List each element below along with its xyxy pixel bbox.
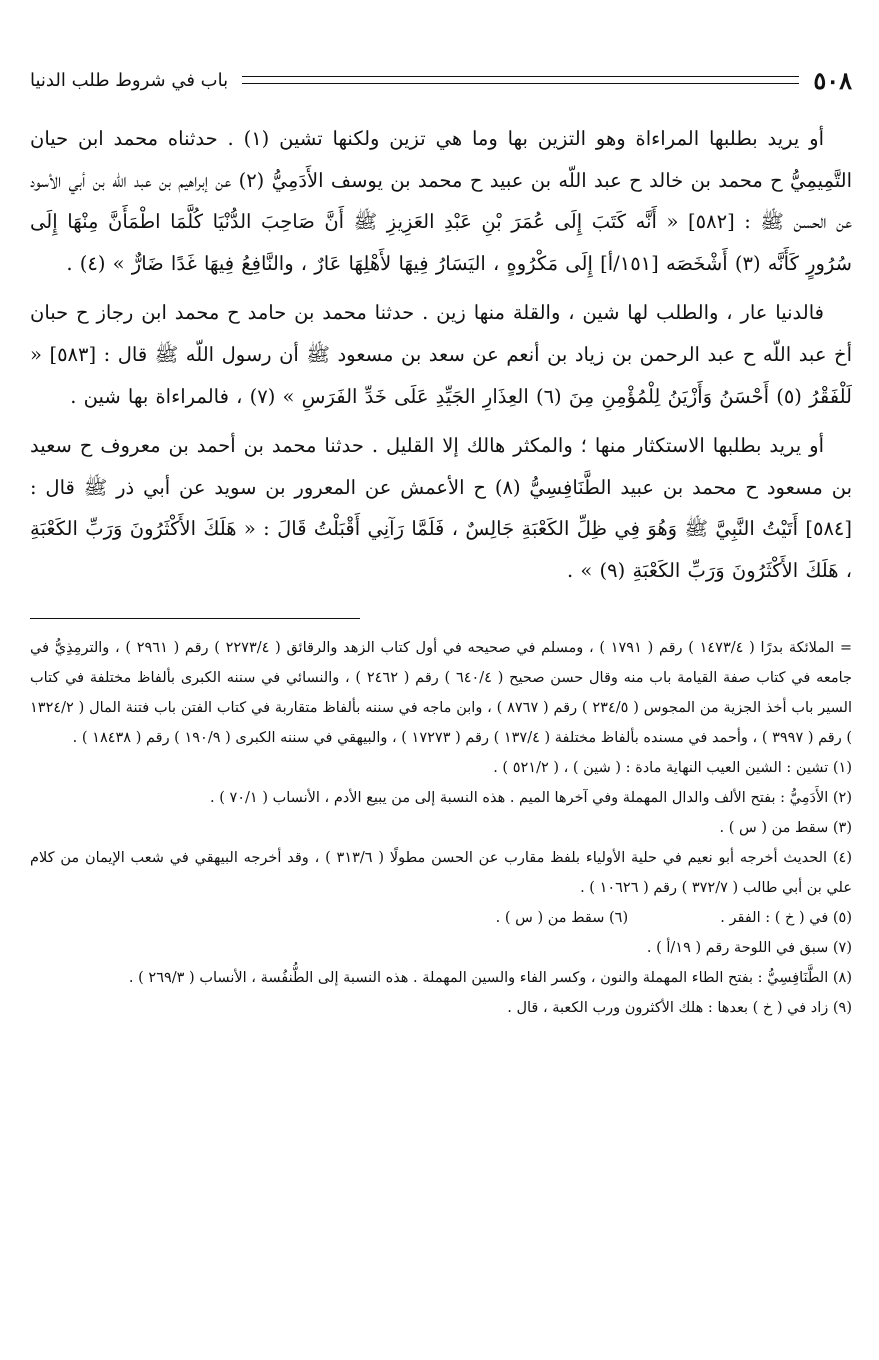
paragraph: أو يريد بطلبها الاستكثار منها ؛ والمكثر هالك إلا القليل . حدثنا محمد بن أحمد بن معروف ح سعيد بن مسعود ح محمد بن عبيد الطَّنَافِسِيُّ (٨) ح الأعمش عن المعرور بن سويد عن أبي ذر ﷺ قال : [٥٨٤] أَتَيْتُ النَّبِيَّ ﷺ وَهُوَ فِي ظِلِّ الكَعْبَةِ جَالِسٌ ، فَلَمَّا رَآنِي أَقْبَلْتُ قَالَ : « هَلَكَ الأَكْثَرُونَ وَرَبِّ الكَعْبَةِ ، هَلَكَ الأَكْثَرُونَ وَرَبِّ الكَعْبَةِ (٩) » .: [30, 434, 852, 582]
footnote-separator: [30, 618, 360, 619]
footnote: (٣) سقط من ( س ) .: [719, 819, 852, 836]
footnote: (٢) الأَدَمِيُّ : بفتح الألف والدال المهملة وفي آخرها الميم . هذه النسبة إلى من يبيع الأدم ، الأنساب ( ٧٠/١ ) .: [209, 789, 852, 806]
footnote: (٤) الحديث أخرجه أبو نعيم في حلية الأولياء بلفظ مقارب عن الحسن مطولًا ( ٣١٣/٦ ) ، وقد أخرجه البيهقي في شعب الإيمان من كلام علي بن أبي طالب ( ٣٧٢/٧ ) رقم ( ١٠٦٢٦ ) .: [30, 849, 852, 896]
running-title: باب في شروط طلب الدنيا: [30, 69, 229, 91]
page-header: [30, 60, 852, 100]
header-double-rule: [242, 76, 799, 84]
footnote: (٨) الطَّنَافِسِيُّ : بفتح الطاء المهملة والنون ، وكسر الفاء والسين المهملة . هذه النسبة إلى الطُّنفُسة ، الأنساب ( ٢٦٩/٣ ) .: [128, 969, 852, 986]
footnote-continuation: = الملائكة بدرًا ( ١٤٧٣/٤ ) رقم ( ١٧٩١ ) ، ومسلم في صحيحه في أول كتاب الزهد والرقائق ( ٢٢٧٣/٤ ) رقم ( ٢٩٦١ ) ، والترمِذِيُّ في جامعه في كتاب صفة القيامة باب منه وقال حسن صحيح ( ٦٤٠/٤ ) رقم ( ٢٤٦٢ ) ، والنسائي في سننه الكبرى بألفاظ مختلفة في كتاب السير باب أخذ الجزية من المجوس ( ٢٣٤/٥ ) رقم ( ٨٧٦٧ ) ، وابن ماجه في سننه بألفاظ متقاربة في كتاب الفتن باب فتنة المال ( ١٣٢٤/٢ ) رقم ( ٣٩٩٧ ) ، وأحمد في مسنده بألفاظ مختلفة ( ١٣٧/٤ ) رقم ( ١٧٢٧٣ ) ، والبيهقي في سننه الكبرى ( ١٩٠/٩ ) رقم ( ١٨٤٣٨ ) .: [30, 639, 853, 746]
page-number: ٥٠٨: [813, 65, 852, 95]
footnote: (٥) في ( خ ) : الفقر . (٦) سقط من ( س ) .: [495, 909, 852, 926]
footnote: (٧) سبق في اللوحة رقم ( ١٩/أ ) .: [646, 939, 852, 956]
footnote: (٩) زاد في ( خ ) بعدها : هلك الأكثرون ورب الكعبة ، قال .: [507, 999, 852, 1016]
footnote: (١) تشين : الشين العيب النهاية مادة : ( شين ) ، ( ٥٢١/٢ ) .: [493, 759, 852, 776]
book-page: [30, 60, 852, 1023]
paragraph: فالدنيا عار ، والطلب لها شين ، والقلة منها زين . حدثنا محمد بن حامد ح محمد ابن رجاز ح حبان أخ عبد اللّه ح عبد الرحمن بن زياد بن أنعم عن سعد بن مسعود ﷺ أن رسول اللّه ﷺ قال : [٥٨٣] « لَلْفَقْرُ (٥) أَحْسَنُ وَأَزْيَنُ لِلْمُؤْمِنِ مِنَ (٦) العِذَارِ الجَيِّدِ عَلَى خَدِّ الفَرَسِ » (٧) ، فالمراءاة بها شين .: [30, 301, 852, 408]
main-text: [30, 118, 852, 592]
footnotes: [30, 633, 852, 1023]
paragraph: أو يريد بطلبها المراءاة وهو التزين بها وما هي تزين ولكنها تشين (١) . حدثناه محمد ابن حيان التَّمِيمِيُّ ح محمد بن خالد ح عبد اللّه بن عبيد ح محمد بن يوسف الأَدَمِيُّ (٢) عن إبراهيم بن عبد اللّه بن أبي الأسود عن الحسن ﷺ : [٥٨٢] « أَنَّه كَتَبَ إِلَى عُمَرَ بْنِ عَبْدِ العَزِيزِ ﷺ أَنَّ صَاحِبَ الدُّنْيَا كُلَّمَا اطْمَأَنَّ مِنْهَا إِلَى سُرُورٍ كَأَنَّه (٣) أَشْخَصَه [١٥١/أ] إِلَى مَكْرُوهٍ ، اليَسَارُ فِيهَا لأَهْلِهَا عَارٌ ، والنَّافِعُ فِيهَا غَدًا ضَارٌّ » (٤) .: [30, 127, 852, 275]
